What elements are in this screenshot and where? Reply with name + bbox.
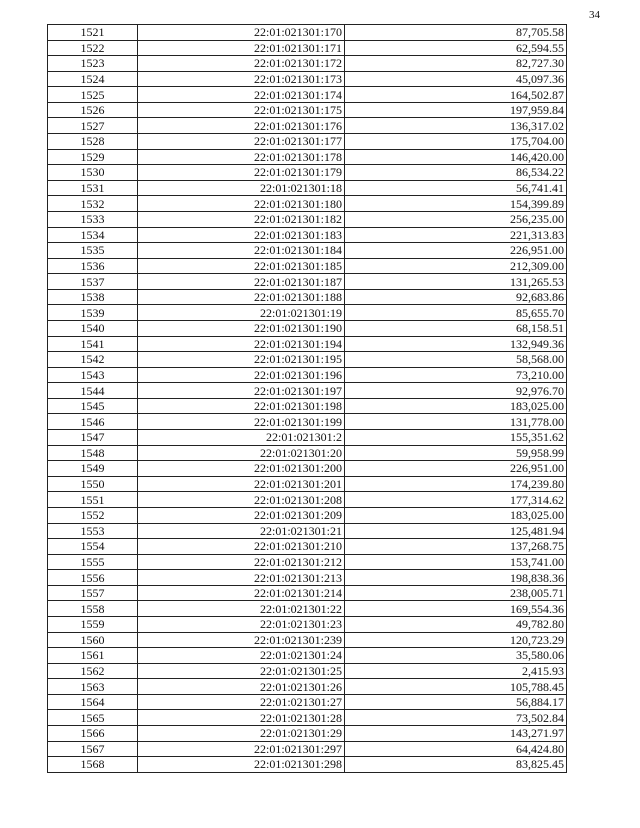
- cadastral-value-cell: 82,727.30: [345, 56, 567, 72]
- cadastral-number-cell: 22:01:021301:212: [138, 554, 345, 570]
- table-row: [48, 554, 567, 570]
- table-row: [48, 196, 567, 212]
- row-number-cell: 1549: [48, 461, 138, 477]
- cadastral-number-cell: 22:01:021301:174: [138, 87, 345, 103]
- row-number-cell: 1538: [48, 289, 138, 305]
- row-number-cell: 1542: [48, 352, 138, 368]
- cadastral-number-cell: 22:01:021301:27: [138, 694, 345, 710]
- cadastral-value-cell: 86,534.22: [345, 165, 567, 181]
- row-number-cell: 1522: [48, 40, 138, 56]
- table-row: [48, 71, 567, 87]
- row-number-cell: 1543: [48, 367, 138, 383]
- cadastral-value-cell: 49,782.80: [345, 616, 567, 632]
- row-number-cell: 1547: [48, 430, 138, 446]
- row-number-cell: 1527: [48, 118, 138, 134]
- table-row: [48, 523, 567, 539]
- cadastral-number-cell: 22:01:021301:172: [138, 56, 345, 72]
- table-row: [48, 134, 567, 150]
- table-row: [48, 507, 567, 523]
- cadastral-value-cell: 85,655.70: [345, 305, 567, 321]
- table-row: [48, 741, 567, 757]
- cadastral-number-cell: 22:01:021301:180: [138, 196, 345, 212]
- cadastral-number-cell: 22:01:021301:26: [138, 679, 345, 695]
- row-number-cell: 1524: [48, 71, 138, 87]
- table-row: [48, 632, 567, 648]
- table-row: [48, 289, 567, 305]
- table-row: [48, 40, 567, 56]
- cadastral-value-cell: 73,210.00: [345, 367, 567, 383]
- row-number-cell: 1552: [48, 507, 138, 523]
- cadastral-value-cell: 137,268.75: [345, 539, 567, 555]
- cadastral-number-cell: 22:01:021301:214: [138, 585, 345, 601]
- row-number-cell: 1555: [48, 554, 138, 570]
- cadastral-number-cell: 22:01:021301:208: [138, 492, 345, 508]
- cadastral-number-cell: 22:01:021301:213: [138, 570, 345, 586]
- table-row: [48, 757, 567, 773]
- row-number-cell: 1525: [48, 87, 138, 103]
- cadastral-value-cell: 174,239.80: [345, 476, 567, 492]
- cadastral-value-cell: 256,235.00: [345, 211, 567, 227]
- row-number-cell: 1558: [48, 601, 138, 617]
- cadastral-number-cell: 22:01:021301:297: [138, 741, 345, 757]
- cadastral-value-cell: 105,788.45: [345, 679, 567, 695]
- cadastral-number-cell: 22:01:021301:185: [138, 258, 345, 274]
- cadastral-value-cell: 64,424.80: [345, 741, 567, 757]
- row-number-cell: 1567: [48, 741, 138, 757]
- row-number-cell: 1561: [48, 648, 138, 664]
- table-row: [48, 211, 567, 227]
- cadastral-value-cell: 198,838.36: [345, 570, 567, 586]
- row-number-cell: 1551: [48, 492, 138, 508]
- cadastral-value-cell: 56,741.41: [345, 180, 567, 196]
- cadastral-value-cell: 197,959.84: [345, 102, 567, 118]
- page-number: 34: [589, 9, 600, 21]
- table-row: [48, 398, 567, 414]
- cadastral-value-cell: 2,415.93: [345, 663, 567, 679]
- row-number-cell: 1532: [48, 196, 138, 212]
- table-row: [48, 367, 567, 383]
- cadastral-value-cell: 131,265.53: [345, 274, 567, 290]
- cadastral-value-cell: 146,420.00: [345, 149, 567, 165]
- cadastral-number-cell: 22:01:021301:210: [138, 539, 345, 555]
- row-number-cell: 1530: [48, 165, 138, 181]
- cadastral-value-cell: 131,778.00: [345, 414, 567, 430]
- cadastral-number-cell: 22:01:021301:183: [138, 227, 345, 243]
- cadastral-value-cell: 226,951.00: [345, 243, 567, 259]
- cadastral-value-cell: 59,958.99: [345, 445, 567, 461]
- cadastral-number-cell: 22:01:021301:179: [138, 165, 345, 181]
- cadastral-number-cell: 22:01:021301:25: [138, 663, 345, 679]
- cadastral-number-cell: 22:01:021301:173: [138, 71, 345, 87]
- row-number-cell: 1528: [48, 134, 138, 150]
- row-number-cell: 1553: [48, 523, 138, 539]
- row-number-cell: 1550: [48, 476, 138, 492]
- cadastral-value-cell: 212,309.00: [345, 258, 567, 274]
- table-row: [48, 305, 567, 321]
- cadastral-number-cell: 22:01:021301:198: [138, 398, 345, 414]
- cadastral-value-cell: 238,005.71: [345, 585, 567, 601]
- cadastral-number-cell: 22:01:021301:298: [138, 757, 345, 773]
- row-number-cell: 1566: [48, 726, 138, 742]
- table-row: [48, 492, 567, 508]
- cadastral-number-cell: 22:01:021301:188: [138, 289, 345, 305]
- table-row: [48, 679, 567, 695]
- table-row: [48, 445, 567, 461]
- cadastral-number-cell: 22:01:021301:176: [138, 118, 345, 134]
- row-number-cell: 1564: [48, 694, 138, 710]
- cadastral-number-cell: 22:01:021301:197: [138, 383, 345, 399]
- row-number-cell: 1554: [48, 539, 138, 555]
- cadastral-value-cell: 169,554.36: [345, 601, 567, 617]
- row-number-cell: 1544: [48, 383, 138, 399]
- table-row: [48, 476, 567, 492]
- row-number-cell: 1523: [48, 56, 138, 72]
- cadastral-value-table: [47, 24, 567, 773]
- table-row: [48, 585, 567, 601]
- cadastral-number-cell: 22:01:021301:239: [138, 632, 345, 648]
- table-row: [48, 710, 567, 726]
- table-row: [48, 227, 567, 243]
- row-number-cell: 1535: [48, 243, 138, 259]
- cadastral-value-cell: 125,481.94: [345, 523, 567, 539]
- cadastral-value-cell: 56,884.17: [345, 694, 567, 710]
- cadastral-value-cell: 45,097.36: [345, 71, 567, 87]
- table-row: [48, 118, 567, 134]
- cadastral-value-cell: 136,317.02: [345, 118, 567, 134]
- table-row: [48, 601, 567, 617]
- table-row: [48, 180, 567, 196]
- row-number-cell: 1565: [48, 710, 138, 726]
- cadastral-value-cell: 92,683.86: [345, 289, 567, 305]
- cadastral-number-cell: 22:01:021301:184: [138, 243, 345, 259]
- table-row: [48, 616, 567, 632]
- table-row: [48, 648, 567, 664]
- cadastral-number-cell: 22:01:021301:178: [138, 149, 345, 165]
- table-body: [48, 25, 567, 773]
- table-row: [48, 165, 567, 181]
- row-number-cell: 1546: [48, 414, 138, 430]
- cadastral-number-cell: 22:01:021301:196: [138, 367, 345, 383]
- row-number-cell: 1556: [48, 570, 138, 586]
- table-row: [48, 320, 567, 336]
- row-number-cell: 1537: [48, 274, 138, 290]
- cadastral-number-cell: 22:01:021301:20: [138, 445, 345, 461]
- table-row: [48, 539, 567, 555]
- row-number-cell: 1539: [48, 305, 138, 321]
- cadastral-number-cell: 22:01:021301:200: [138, 461, 345, 477]
- row-number-cell: 1568: [48, 757, 138, 773]
- cadastral-value-cell: 143,271.97: [345, 726, 567, 742]
- cadastral-value-cell: 226,951.00: [345, 461, 567, 477]
- cadastral-value-cell: 221,313.83: [345, 227, 567, 243]
- row-number-cell: 1521: [48, 25, 138, 41]
- row-number-cell: 1534: [48, 227, 138, 243]
- table-row: [48, 726, 567, 742]
- row-number-cell: 1526: [48, 102, 138, 118]
- cadastral-number-cell: 22:01:021301:190: [138, 320, 345, 336]
- cadastral-number-cell: 22:01:021301:22: [138, 601, 345, 617]
- cadastral-number-cell: 22:01:021301:24: [138, 648, 345, 664]
- cadastral-number-cell: 22:01:021301:209: [138, 507, 345, 523]
- table-row: [48, 430, 567, 446]
- row-number-cell: 1536: [48, 258, 138, 274]
- cadastral-number-cell: 22:01:021301:29: [138, 726, 345, 742]
- table-row: [48, 25, 567, 41]
- row-number-cell: 1529: [48, 149, 138, 165]
- cadastral-value-cell: 177,314.62: [345, 492, 567, 508]
- row-number-cell: 1560: [48, 632, 138, 648]
- row-number-cell: 1562: [48, 663, 138, 679]
- table-row: [48, 149, 567, 165]
- cadastral-number-cell: 22:01:021301:19: [138, 305, 345, 321]
- cadastral-value-cell: 132,949.36: [345, 336, 567, 352]
- cadastral-number-cell: 22:01:021301:171: [138, 40, 345, 56]
- table-row: [48, 258, 567, 274]
- table-row: [48, 352, 567, 368]
- table-row: [48, 336, 567, 352]
- row-number-cell: 1533: [48, 211, 138, 227]
- table-row: [48, 102, 567, 118]
- table-row: [48, 461, 567, 477]
- cadastral-value-cell: 154,399.89: [345, 196, 567, 212]
- cadastral-value-cell: 92,976.70: [345, 383, 567, 399]
- cadastral-number-cell: 22:01:021301:175: [138, 102, 345, 118]
- table-row: [48, 383, 567, 399]
- row-number-cell: 1557: [48, 585, 138, 601]
- cadastral-value-cell: 155,351.62: [345, 430, 567, 446]
- cadastral-value-cell: 120,723.29: [345, 632, 567, 648]
- row-number-cell: 1531: [48, 180, 138, 196]
- cadastral-value-cell: 153,741.00: [345, 554, 567, 570]
- table-row: [48, 414, 567, 430]
- cadastral-number-cell: 22:01:021301:195: [138, 352, 345, 368]
- cadastral-number-cell: 22:01:021301:201: [138, 476, 345, 492]
- row-number-cell: 1540: [48, 320, 138, 336]
- cadastral-number-cell: 22:01:021301:194: [138, 336, 345, 352]
- cadastral-value-cell: 58,568.00: [345, 352, 567, 368]
- cadastral-number-cell: 22:01:021301:2: [138, 430, 345, 446]
- cadastral-value-cell: 62,594.55: [345, 40, 567, 56]
- cadastral-number-cell: 22:01:021301:23: [138, 616, 345, 632]
- cadastral-number-cell: 22:01:021301:21: [138, 523, 345, 539]
- cadastral-value-cell: 183,025.00: [345, 398, 567, 414]
- row-number-cell: 1541: [48, 336, 138, 352]
- cadastral-value-cell: 175,704.00: [345, 134, 567, 150]
- cadastral-number-cell: 22:01:021301:187: [138, 274, 345, 290]
- table-row: [48, 56, 567, 72]
- cadastral-value-cell: 68,158.51: [345, 320, 567, 336]
- table-row: [48, 87, 567, 103]
- table-row: [48, 570, 567, 586]
- table-row: [48, 243, 567, 259]
- cadastral-number-cell: 22:01:021301:170: [138, 25, 345, 41]
- cadastral-value-cell: 87,705.58: [345, 25, 567, 41]
- cadastral-number-cell: 22:01:021301:199: [138, 414, 345, 430]
- cadastral-value-cell: 73,502.84: [345, 710, 567, 726]
- cadastral-value-cell: 35,580.06: [345, 648, 567, 664]
- cadastral-number-cell: 22:01:021301:28: [138, 710, 345, 726]
- row-number-cell: 1545: [48, 398, 138, 414]
- table-row: [48, 274, 567, 290]
- cadastral-value-cell: 164,502.87: [345, 87, 567, 103]
- cadastral-number-cell: 22:01:021301:18: [138, 180, 345, 196]
- row-number-cell: 1559: [48, 616, 138, 632]
- cadastral-value-cell: 83,825.45: [345, 757, 567, 773]
- cadastral-number-cell: 22:01:021301:182: [138, 211, 345, 227]
- cadastral-number-cell: 22:01:021301:177: [138, 134, 345, 150]
- row-number-cell: 1563: [48, 679, 138, 695]
- table-row: [48, 663, 567, 679]
- table-row: [48, 694, 567, 710]
- cadastral-value-cell: 183,025.00: [345, 507, 567, 523]
- row-number-cell: 1548: [48, 445, 138, 461]
